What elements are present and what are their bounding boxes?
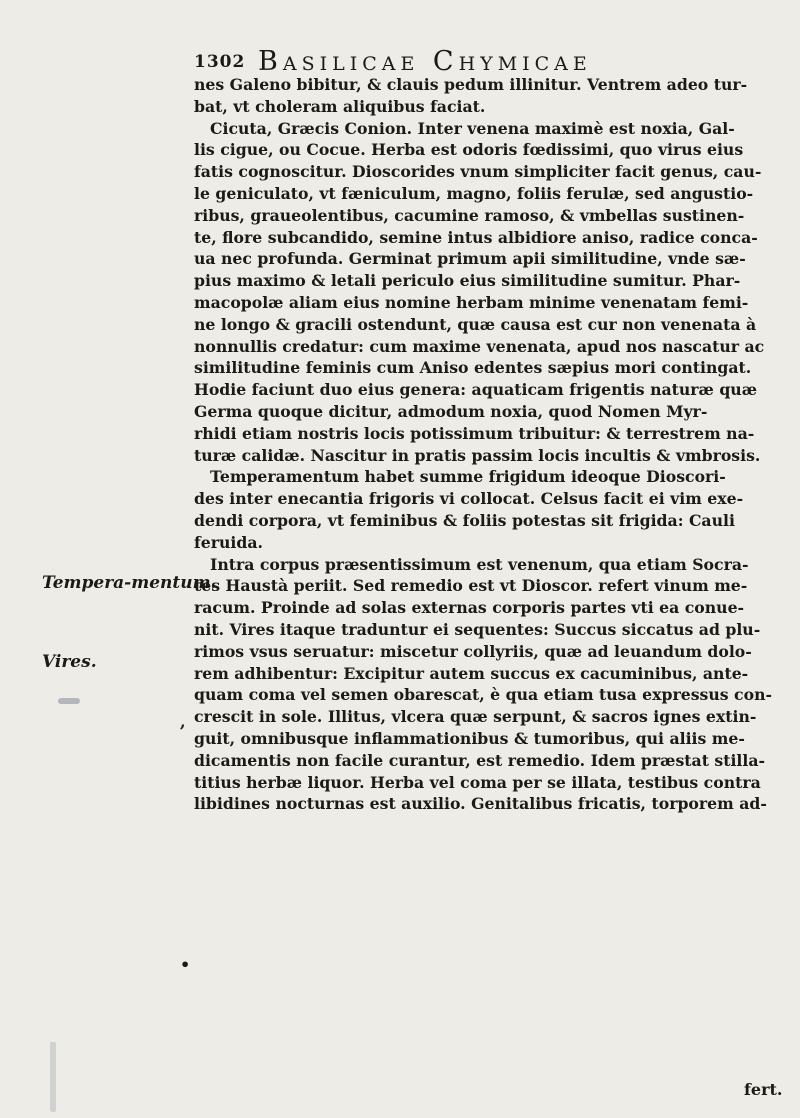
- page-number: 1302: [194, 52, 246, 72]
- text-line: rem adhibentur: Excipitur autem succus ex cacuminibus, ante-: [194, 663, 749, 683]
- text-line: le geniculato, vt fæniculum, magno, foliis ferulæ, sed angustio-: [194, 183, 754, 203]
- body-text: [194, 74, 780, 815]
- text-line: fatis cognoscitur. Dioscorides vnum simpliciter facit genus, cau-: [194, 162, 762, 182]
- text-line: rhidi etiam nostris locis potissimum tribuitur: & terrestrem na-: [194, 423, 755, 443]
- text-line: Germa quoque dicitur, admodum noxia, quod Nomen Myr-: [194, 401, 708, 421]
- text-line: dendi corpora, vt feminibus & foliis potestas sit frigida: Cauli: [194, 510, 735, 530]
- page-edge-shadow: [50, 1042, 56, 1112]
- text-line: lis cigue, ou Cocue. Herba est odoris fœdissimi, quo virus eius: [194, 140, 744, 160]
- bullet-mark: ,: [180, 712, 186, 731]
- margin-note-vires: Vires.: [42, 652, 97, 672]
- running-title: Basilicae Chymicae: [258, 46, 592, 77]
- text-line: quam coma vel semen obarescat, è qua etiam tusa expressus con-: [194, 685, 772, 705]
- ink-stain: [58, 698, 80, 704]
- text-line: crescit in sole. Illitus, vlcera quæ serpunt, & sacros ignes extin-: [194, 707, 757, 727]
- text-line: bat, vt choleram aliquibus faciat.: [194, 96, 486, 116]
- text-line: ne longo & gracili ostendunt, quæ causa est cur non venenata à: [194, 314, 757, 334]
- text-line: Cicuta, Græcis Conion. Inter venena maximè est noxia, Gal-: [210, 118, 735, 138]
- text-line: ua nec profunda. Germinat primum apii similitudine, vnde sæ-: [194, 249, 746, 269]
- text-line: guit, omnibusque inflammationibus & tumoribus, qui aliis me-: [194, 728, 745, 748]
- text-line: turæ calidæ. Nascitur in pratis passim locis incultis & vmbrosis.: [194, 445, 761, 465]
- text-line: ribus, graueolentibus, cacumine ramoso, & vmbellas sustinen-: [194, 205, 745, 225]
- text-line: similitudine feminis cum Aniso edentes sæpius mori contingat.: [194, 358, 752, 378]
- text-line: Hodie faciunt duo eius genera: aquaticam frigentis naturæ quæ: [194, 380, 757, 400]
- text-line: pius maximo & letali periculo eius similitudine sumitur. Phar-: [194, 271, 741, 291]
- text-line: te, flore subcandido, semine intus albidiore aniso, radice conca-: [194, 227, 758, 247]
- margin-note-temperamentum: Tempera-mentum.: [42, 573, 217, 593]
- text-line: feruida.: [194, 532, 263, 552]
- text-line: des inter enecantia frigoris vi collocat. Celsus facit ei vim exe-: [194, 489, 744, 509]
- text-line: racum. Proinde ad solas externas corporis partes vti ea conue-: [194, 598, 745, 618]
- text-line: tes Haustà periit. Sed remedio est vt Dioscor. refert vinum me-: [194, 576, 748, 596]
- text-line: libidines nocturnas est auxilio. Genitalibus fricatis, torporem ad-: [194, 794, 767, 814]
- bullet-mark: •: [180, 955, 191, 974]
- text-line: nes Galeno bibitur, & clauis pedum illinitur. Ventrem adeo tur-: [194, 75, 748, 94]
- text-line: macopolæ aliam eius nomine herbam minime venenatam femi-: [194, 292, 749, 312]
- text-line: Intra corpus præsentissimum est venenum, qua etiam Socra-: [210, 554, 749, 574]
- text-line: rimos vsus seruatur: miscetur collyriis, quæ ad leuandum dolo-: [194, 641, 752, 661]
- text-line: nonnullis credatur: cum maxime venenata, apud nos nascatur ac: [194, 336, 765, 356]
- catchword: fert.: [744, 1080, 783, 1099]
- text-line: dicamentis non facile curantur, est remedio. Idem præstat stilla-: [194, 750, 766, 770]
- text-line: nit. Vires itaque traduntur ei sequentes: Succus siccatus ad plu-: [194, 619, 761, 639]
- text-line: Temperamentum habet summe frigidum ideoque Dioscori-: [210, 467, 726, 487]
- text-line: titius herbæ liquor. Herba vel coma per se illata, testibus contra: [194, 772, 761, 792]
